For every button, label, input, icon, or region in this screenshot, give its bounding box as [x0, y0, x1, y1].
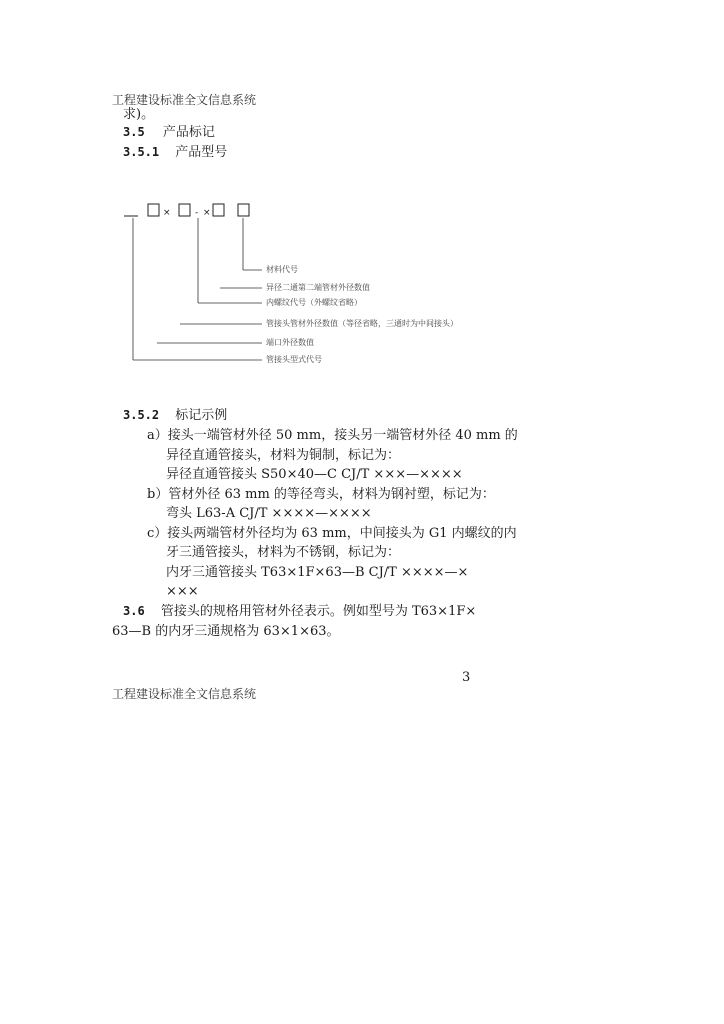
example-a-line-3: 异径直通管接头 S50×40—C CJ/T ×××—×××× — [166, 467, 463, 482]
example-c-line-4: ××× — [166, 584, 199, 599]
section-title: 产品标记 — [162, 125, 215, 140]
section-number: 3.5.1 — [123, 145, 160, 159]
example-b-line-1: b）管材外径 63 mm 的等径弯头，材料为钢衬塑，标记为： — [147, 487, 495, 502]
example-c-line-2: 牙三通管接头，材料为不锈钢，标记为： — [166, 545, 401, 560]
example-a-line-1: a）接头一端管材外径 50 mm，接头另一端管材外径 40 mm 的 — [147, 428, 518, 443]
carry-over-text: 求)。 — [123, 107, 155, 122]
section-number: 3.6 — [123, 604, 145, 618]
header-source: 工程建设标准全文信息系统 — [112, 93, 257, 107]
footer-source: 工程建设标准全文信息系统 — [112, 687, 257, 701]
times-symbol-1: × — [163, 208, 171, 218]
material-box — [238, 204, 249, 216]
page-number: 3 — [462, 670, 471, 685]
section-title: 标记示例 — [175, 408, 228, 423]
diagram-label-type-code: 管接头型式代号 — [266, 355, 322, 364]
times-symbol-2: × — [203, 208, 211, 218]
diagram-label-material: 材料代号 — [266, 265, 298, 274]
diagram-label-end-diameter: 端口外径数值 — [266, 338, 314, 347]
diagram-label-internal-thread: 内螺纹代号（外螺纹省略） — [266, 298, 362, 307]
third-diameter-box — [213, 204, 224, 216]
end-diameter-box — [179, 204, 190, 216]
section-number: 3.5 — [123, 125, 145, 139]
dash-symbol: - — [195, 208, 199, 218]
section-title: 产品型号 — [175, 145, 228, 160]
example-b-line-2: 弯头 L63-A CJ/T ××××—×××× — [166, 506, 372, 521]
section-3-6-line-1 — [123, 605, 476, 618]
example-a-line-2: 异径直通管接头，材料为铜制，标记为： — [166, 448, 401, 463]
section-3-5-2-heading — [123, 409, 227, 422]
section-3-6-line-2: 63—B 的内牙三通规格为 63×1×63。 — [112, 624, 340, 639]
diagram-label-main-diameter: 管接头管材外径数值（等径省略，三通时为中间接头） — [266, 319, 458, 328]
diagram-label-second-diameter: 异径二通第二端管材外径数值 — [266, 283, 370, 292]
section-number: 3.5.2 — [123, 408, 160, 422]
example-c-line-3: 内牙三通管接头 T63×1F×63—B CJ/T ××××—× — [166, 565, 469, 580]
type-code-box — [148, 204, 159, 216]
example-c-line-1: c）接头两端管材外径均为 63 mm，中间接头为 G1 内螺纹的内 — [147, 526, 517, 541]
section-3-6-text: 管接头的规格用管材外径表示。例如型号为 T63×1F× — [160, 604, 477, 619]
